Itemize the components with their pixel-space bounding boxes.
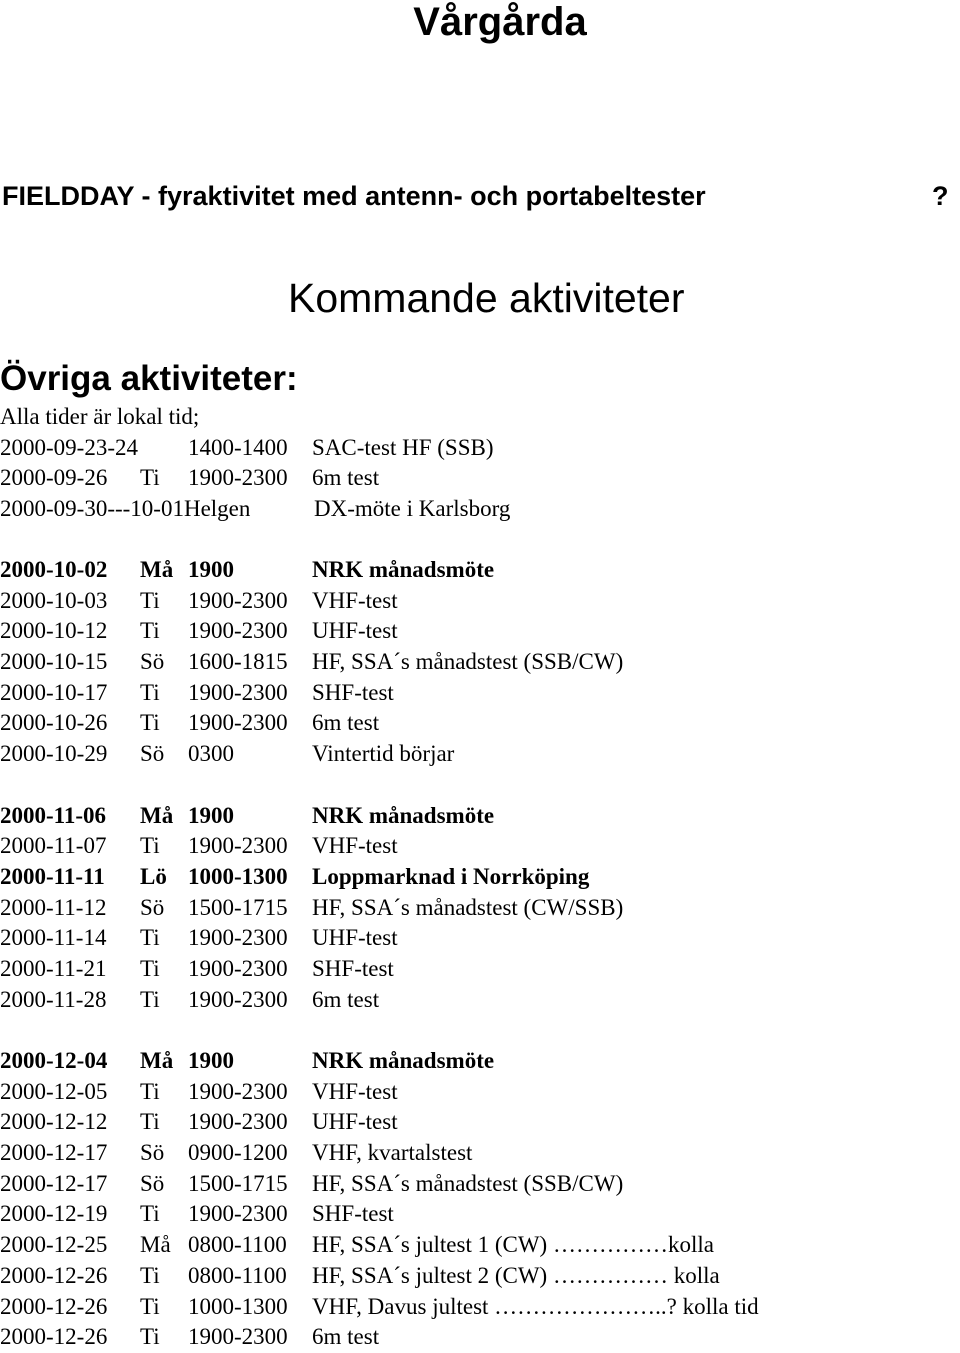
schedule-row — [0, 1199, 960, 1230]
schedule-day: Sö — [140, 894, 165, 920]
schedule-time: 1900-2300 — [188, 710, 288, 736]
schedule-activity: NRK månadsmöte — [312, 557, 495, 582]
schedule-day: Ti — [140, 1078, 160, 1104]
schedule-activity: VHF-test — [312, 833, 398, 859]
schedule-row — [0, 893, 960, 924]
schedule-day: Ti — [140, 1109, 160, 1135]
schedule-activity: UHF-test — [312, 925, 398, 951]
schedule-activity: SHF-test — [312, 1201, 394, 1227]
activity-schedule — [0, 555, 960, 1353]
schedule-time: 1500-1715 — [188, 1170, 288, 1196]
schedule-date: 2000-11-11 — [0, 863, 105, 889]
schedule-activity: SHF-test — [312, 955, 394, 981]
schedule-day: Ti — [140, 1293, 160, 1319]
schedule-time: 1500-1715 — [188, 894, 288, 920]
schedule-time: 1900-2300 — [188, 955, 288, 981]
schedule-row — [0, 1077, 960, 1108]
schedule-date: 2000-12-19 — [0, 1201, 108, 1227]
schedule-date: 2000-10-17 — [0, 679, 108, 705]
intro-date: 2000-09-23-24 — [0, 434, 138, 460]
schedule-date: 2000-12-26 — [0, 1262, 108, 1288]
schedule-day: Må — [140, 557, 174, 582]
schedule-activity: VHF, Davus jultest …………………..? kolla tid — [312, 1293, 759, 1319]
schedule-time: 1600-1815 — [188, 649, 288, 675]
schedule-date: 2000-11-06 — [0, 802, 107, 828]
schedule-date: 2000-12-17 — [0, 1140, 108, 1166]
schedule-activity: 6m test — [312, 986, 380, 1012]
schedule-time: 0800-1100 — [188, 1232, 287, 1258]
schedule-day: Må — [140, 1048, 174, 1073]
schedule-time: 1900-2300 — [188, 925, 288, 951]
schedule-date: 2000-10-29 — [0, 741, 108, 767]
schedule-row — [0, 801, 960, 832]
schedule-date: 2000-12-04 — [0, 1048, 108, 1073]
schedule-activity: Vintertid börjar — [312, 741, 455, 767]
schedule-time: 1900-2300 — [188, 618, 288, 644]
schedule-row — [0, 1261, 960, 1292]
intro-date: 2000-09-26 — [0, 465, 108, 491]
schedule-time: 1900-2300 — [188, 1201, 288, 1227]
schedule-activity: VHF, kvartalstest — [312, 1140, 473, 1166]
schedule-row — [0, 985, 960, 1016]
schedule-activity: 6m test — [312, 1324, 380, 1350]
schedule-row — [0, 1292, 960, 1323]
schedule-date: 2000-11-12 — [0, 894, 107, 920]
schedule-day: Ti — [140, 679, 160, 705]
schedule-activity: HF, SSA´s månadstest (SSB/CW) — [312, 1170, 624, 1196]
schedule-date: 2000-12-26 — [0, 1324, 108, 1350]
schedule-row — [0, 586, 960, 617]
schedule-row — [0, 555, 960, 586]
schedule-activity: UHF-test — [312, 618, 398, 644]
schedule-day: Ti — [140, 925, 160, 951]
schedule-date: 2000-12-26 — [0, 1293, 108, 1319]
schedule-activity: 6m test — [312, 710, 380, 736]
intro-time: 1900-2300 — [188, 465, 288, 491]
intro-activity: DX-möte i Karlsborg — [314, 496, 511, 522]
schedule-row — [0, 708, 960, 739]
schedule-time: 1900 — [188, 557, 234, 582]
schedule-row — [0, 954, 960, 985]
schedule-time: 0900-1200 — [188, 1140, 288, 1166]
schedule-row — [0, 1169, 960, 1200]
schedule-date: 2000-12-05 — [0, 1078, 108, 1104]
schedule-day: Må — [140, 802, 174, 828]
schedule-date: 2000-10-03 — [0, 587, 108, 613]
schedule-row — [0, 678, 960, 709]
schedule-date: 2000-10-02 — [0, 557, 108, 582]
intro-day: Ti — [140, 465, 160, 491]
schedule-activity: HF, SSA´s jultest 1 (CW) ……………kolla — [312, 1232, 714, 1258]
schedule-time: 1900-2300 — [188, 1109, 288, 1135]
schedule-date: 2000-12-17 — [0, 1170, 108, 1196]
fieldday-question-mark: ? — [932, 181, 949, 211]
intro-time: 1400-1400 — [188, 434, 288, 460]
schedule-date: 2000-11-21 — [0, 955, 107, 981]
schedule-date: 2000-12-12 — [0, 1109, 108, 1135]
schedule-day: Sö — [140, 1140, 165, 1166]
intro-activity: SAC-test HF (SSB) — [312, 434, 494, 460]
schedule-day: Ti — [140, 1262, 160, 1288]
schedule-date: 2000-12-25 — [0, 1232, 108, 1258]
schedule-row — [0, 616, 960, 647]
schedule-day: Ti — [140, 587, 160, 613]
other-activities-heading: Övriga aktiviteter: — [0, 359, 298, 398]
upcoming-activities-heading: Kommande aktiviteter — [288, 275, 685, 321]
schedule-time: 1900-2300 — [188, 679, 288, 705]
schedule-activity: HF, SSA´s månadstest (SSB/CW) — [312, 649, 624, 675]
schedule-time: 1900 — [188, 1048, 234, 1073]
schedule-day: Ti — [140, 710, 160, 736]
schedule-date: 2000-11-14 — [0, 925, 107, 951]
schedule-time: 0300 — [188, 741, 234, 767]
schedule-time: 1900 — [188, 802, 234, 828]
schedule-activity: Loppmarknad i Norrköping — [312, 863, 590, 889]
schedule-day: Ti — [140, 618, 160, 644]
schedule-activity: NRK månadsmöte — [312, 1048, 495, 1073]
schedule-time: 1000-1300 — [188, 863, 288, 889]
schedule-row — [0, 647, 960, 678]
schedule-time: 1900-2300 — [188, 1078, 288, 1104]
schedule-day: Lö — [140, 863, 167, 889]
schedule-activity: VHF-test — [312, 1078, 398, 1104]
schedule-activity: VHF-test — [312, 587, 398, 613]
schedule-row — [0, 1046, 960, 1077]
schedule-date: 2000-11-07 — [0, 833, 107, 859]
fieldday-heading — [2, 178, 952, 214]
schedule-row — [0, 831, 960, 862]
schedule-day: Ti — [140, 986, 160, 1012]
schedule-time: 1900-2300 — [188, 986, 288, 1012]
schedule-day: Ti — [140, 955, 160, 981]
schedule-row — [0, 1230, 960, 1261]
schedule-time: 0800-1100 — [188, 1262, 287, 1288]
schedule-row — [0, 1107, 960, 1138]
fieldday-text: FIELDDAY - fyraktivitet med antenn- och portabeltester — [2, 181, 706, 211]
schedule-day: Sö — [140, 1170, 165, 1196]
schedule-day: Sö — [140, 649, 165, 675]
schedule-activity: HF, SSA´s jultest 2 (CW) …………… kolla — [312, 1262, 720, 1288]
schedule-day: Sö — [140, 741, 165, 767]
schedule-activity: UHF-test — [312, 1109, 398, 1135]
schedule-day: Må — [140, 1232, 171, 1258]
schedule-activity: SHF-test — [312, 679, 394, 705]
schedule-row — [0, 1138, 960, 1169]
schedule-date: 2000-11-28 — [0, 986, 107, 1012]
schedule-row — [0, 739, 960, 770]
intro-date: 2000-09-30---10-01Helgen — [0, 496, 251, 522]
schedule-row — [0, 1322, 960, 1353]
schedule-time: 1900-2300 — [188, 833, 288, 859]
schedule-date: 2000-10-12 — [0, 618, 108, 644]
schedule-day: Ti — [140, 1324, 160, 1350]
schedule-row — [0, 923, 960, 954]
schedule-day: Ti — [140, 1201, 160, 1227]
schedule-row — [0, 862, 960, 893]
schedule-time: 1900-2300 — [188, 1324, 288, 1350]
intro-activity: 6m test — [312, 465, 380, 491]
schedule-date: 2000-10-15 — [0, 649, 108, 675]
page-title: Vårgårda — [413, 0, 587, 44]
schedule-time: 1900-2300 — [188, 587, 288, 613]
schedule-activity: HF, SSA´s månadstest (CW/SSB) — [312, 894, 624, 920]
schedule-activity: NRK månadsmöte — [312, 802, 495, 828]
schedule-day: Ti — [140, 833, 160, 859]
schedule-date: 2000-10-26 — [0, 710, 108, 736]
schedule-time: 1000-1300 — [188, 1293, 288, 1319]
